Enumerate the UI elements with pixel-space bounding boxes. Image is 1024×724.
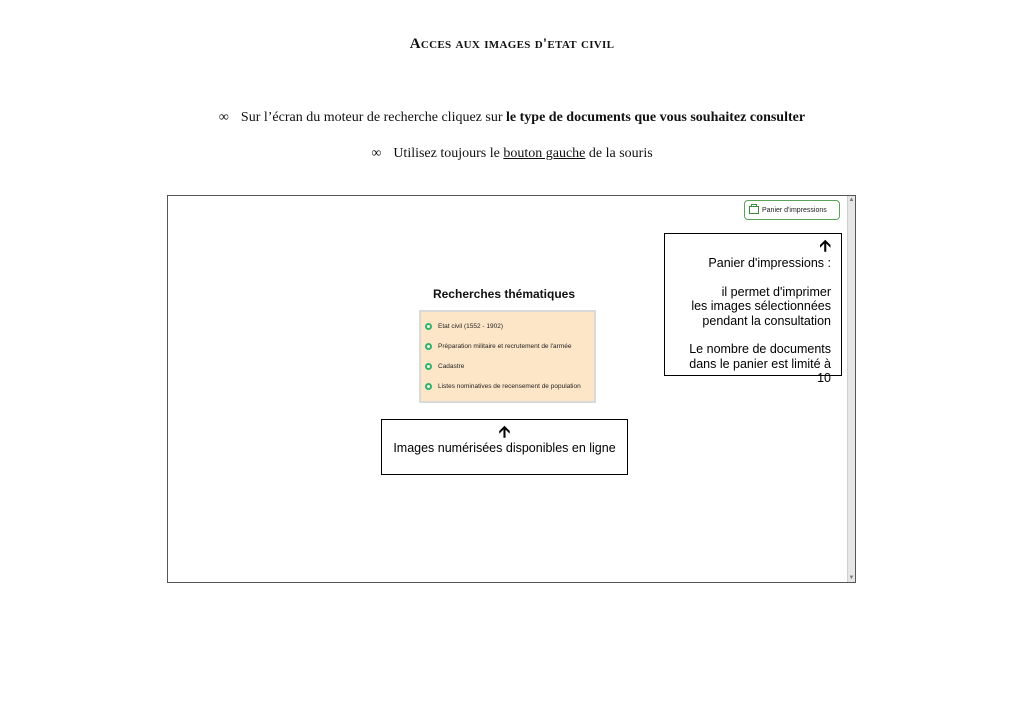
panier-callout-heading: Panier d'impressions : <box>708 256 831 270</box>
instruction-2-underlined: bouton gauche <box>503 146 586 161</box>
panier-callout-line: pendant la consultation <box>702 313 831 328</box>
panier-callout-line: il permet d'imprimer <box>721 284 831 299</box>
arrow-circle-icon <box>425 383 432 390</box>
images-callout <box>381 419 628 475</box>
arrow-up-icon: 🡩 <box>498 424 511 441</box>
instruction-line-1 <box>0 110 1024 126</box>
arrow-circle-icon <box>425 323 432 330</box>
instruction-2-text: Utilisez toujours le <box>393 146 504 161</box>
scroll-up-icon[interactable]: ▲ <box>848 197 855 203</box>
recherches-title: Recherches thématiques <box>432 287 576 301</box>
scroll-down-icon[interactable]: ▼ <box>848 575 855 581</box>
instruction-line-2 <box>0 146 1024 162</box>
instruction-2-suffix: de la souris <box>585 146 653 161</box>
arrow-up-icon: 🡩 <box>819 238 831 255</box>
recherches-panel <box>419 310 596 403</box>
panier-callout-line: les images sélectionnées <box>691 299 831 313</box>
arrow-circle-icon <box>425 363 432 370</box>
infinity-bullet-icon: ∞ <box>218 110 229 125</box>
panier-callout <box>664 233 842 385</box>
recherche-link-cadastre[interactable] <box>425 356 590 376</box>
panier-callout-line: Le nombre de documents <box>689 342 831 356</box>
infinity-bullet-icon: ∞ <box>371 146 382 161</box>
recherche-link-label: Préparation militaire et recrutement de l'armée <box>438 342 572 350</box>
page-title: Acces aux images d'etat civil <box>409 36 615 52</box>
screenshot-frame <box>167 195 856 583</box>
recherche-link-recensement[interactable] <box>425 376 590 396</box>
panier-callout-line: dans le panier est limité à 10 <box>689 356 831 385</box>
recherche-link-label: Listes nominatives de recensement de population <box>438 382 581 390</box>
basket-icon <box>749 206 759 214</box>
instruction-1-text: Sur l’écran du moteur de recherche cliquez sur <box>240 110 507 125</box>
vertical-scrollbar[interactable] <box>847 196 855 582</box>
recherche-link-etat-civil[interactable] <box>425 316 590 336</box>
recherche-link-label: Etat civil (1552 - 1902) <box>438 322 504 330</box>
images-callout-text: Images numérisées disponibles en ligne <box>393 441 616 455</box>
recherche-link-label: Cadastre <box>438 362 465 370</box>
instruction-1-bold: le type de documents que vous souhaitez consulter <box>506 110 806 125</box>
panier-button-label: Panier d'impressions <box>762 206 827 214</box>
panier-impressions-button[interactable] <box>744 200 840 220</box>
recherche-link-militaire[interactable] <box>425 336 590 356</box>
arrow-circle-icon <box>425 343 432 350</box>
